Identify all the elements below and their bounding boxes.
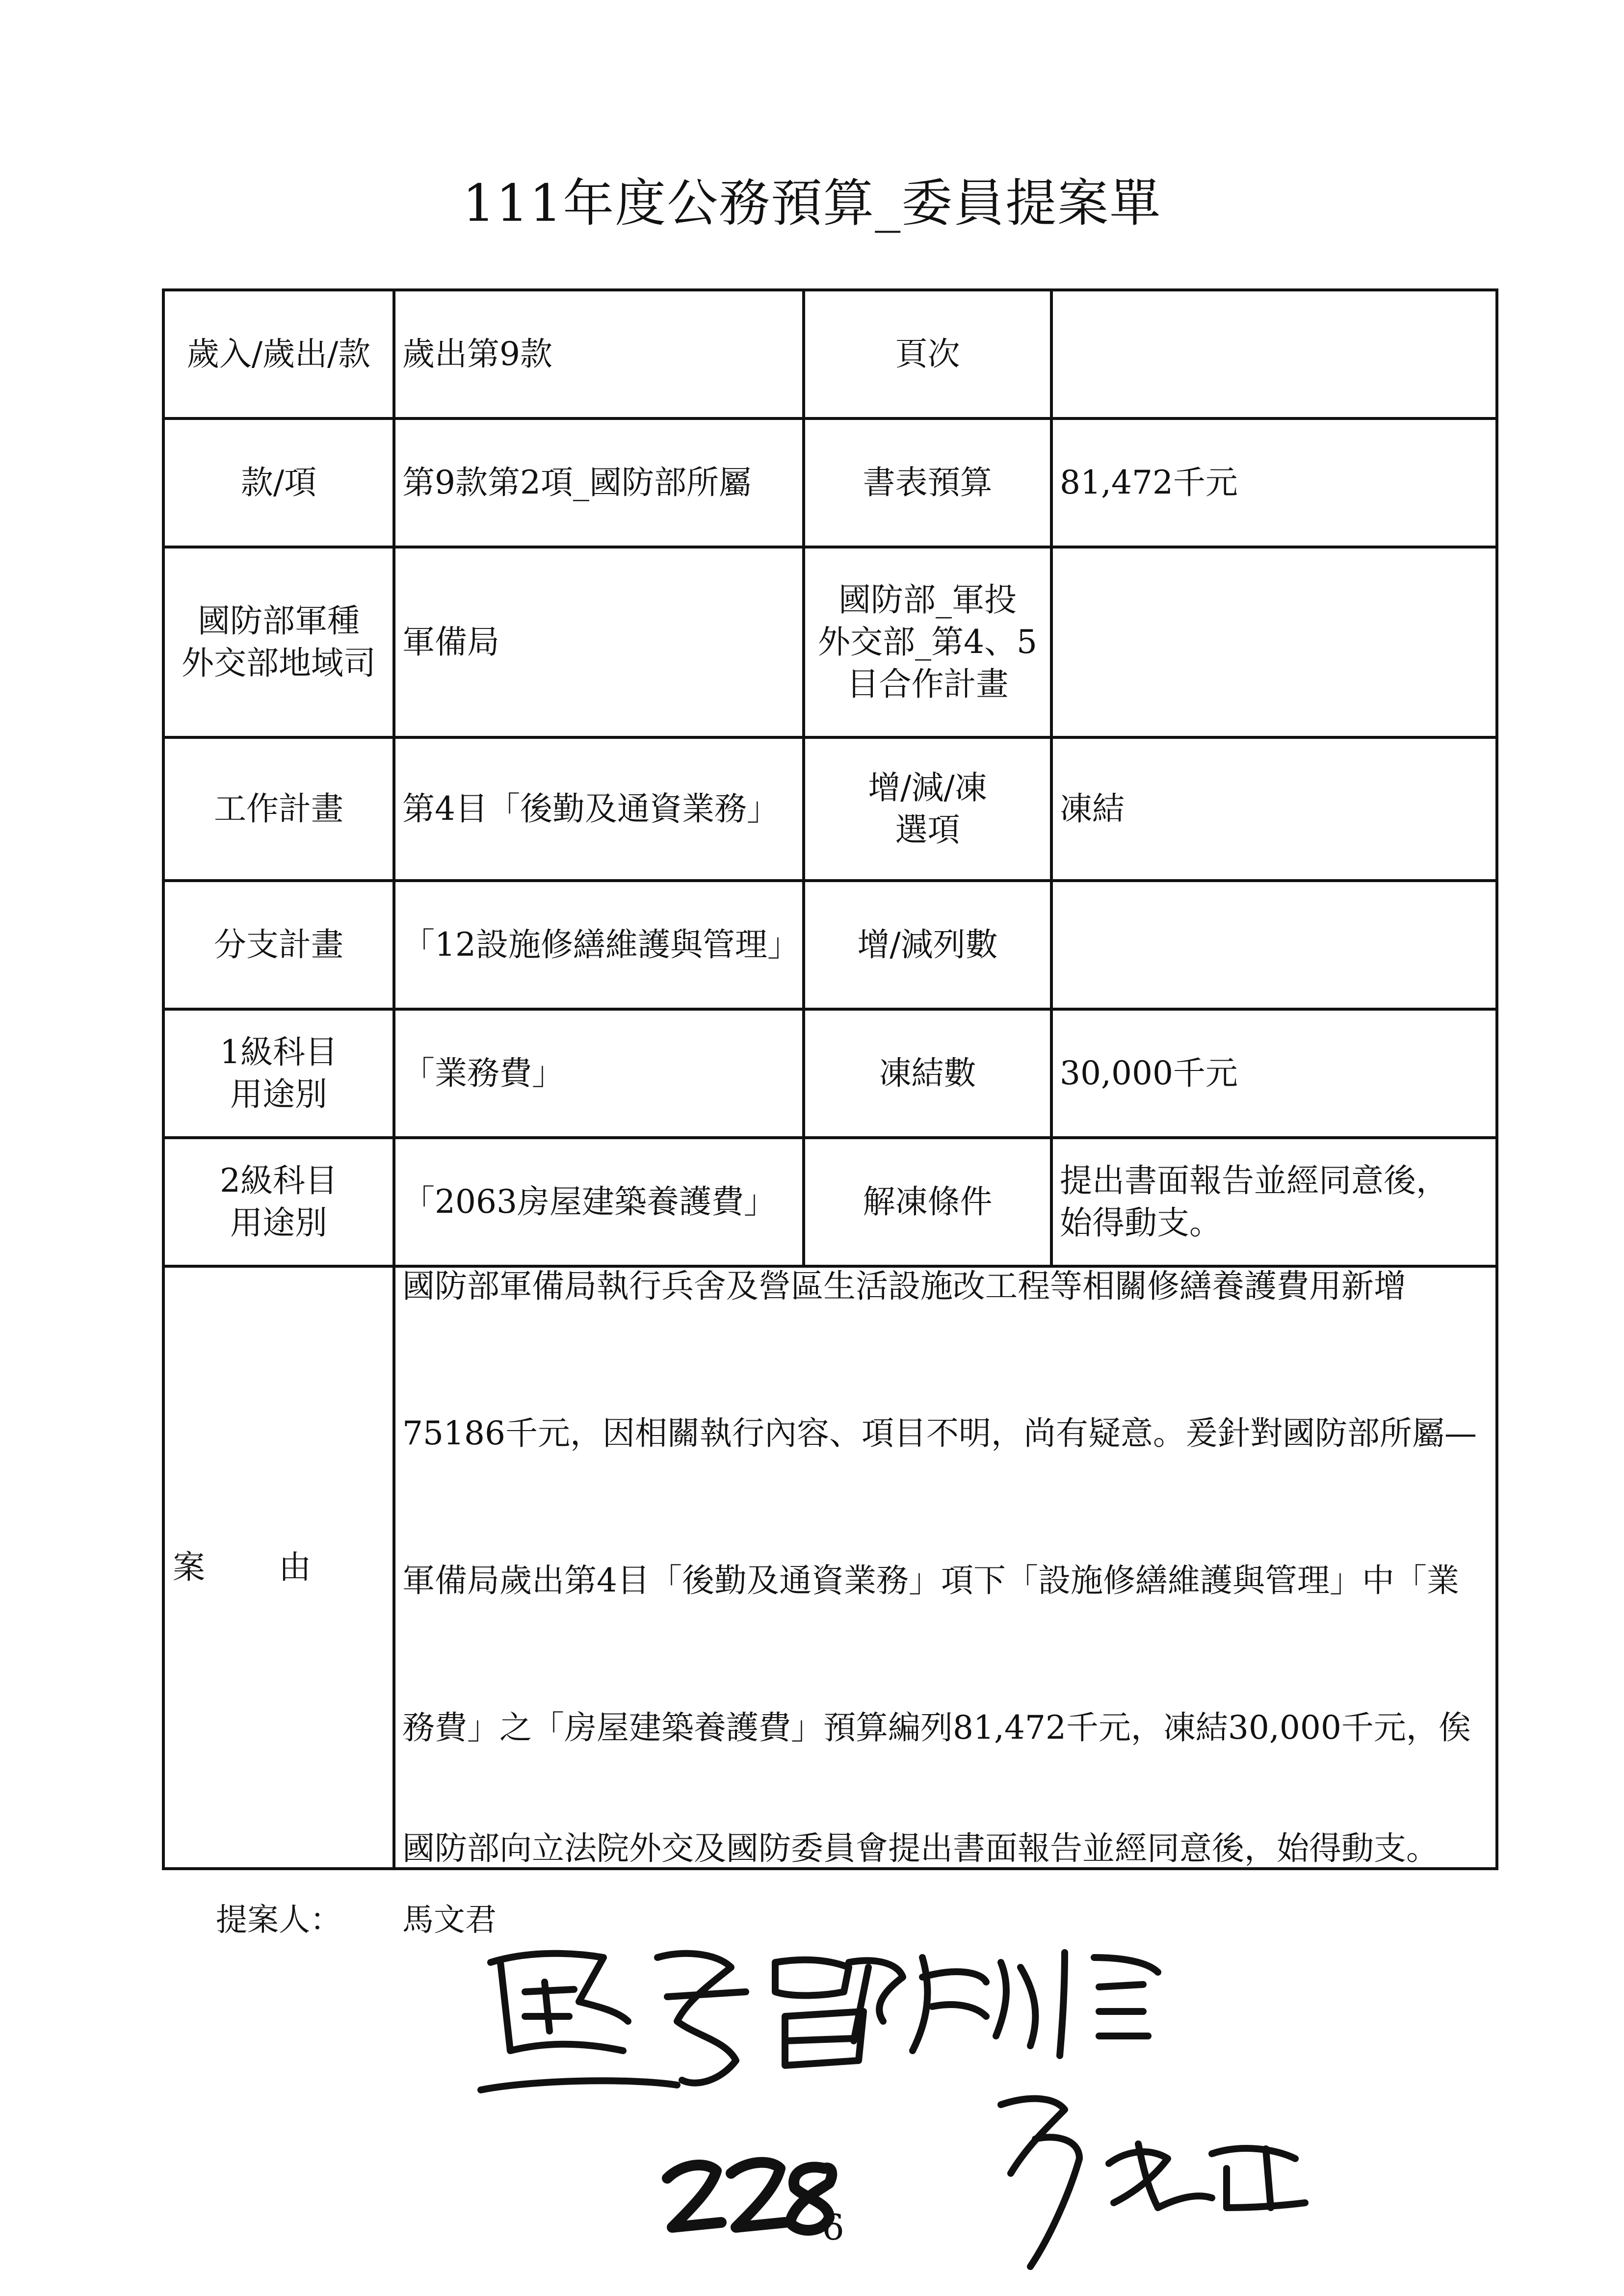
label-cell: 凍結數: [804, 1009, 1051, 1138]
table-row: [163, 1009, 1497, 1138]
label-cell: [163, 1009, 394, 1138]
table-row: [163, 881, 1497, 1009]
value-cell: 第9款第2項_國防部所屬: [394, 418, 804, 547]
label-line: 用途別: [230, 1075, 327, 1113]
proposer-label: 提案人：: [216, 1902, 341, 1938]
reason-line: 務費」之「房屋建築養護費」預算編列81,472千元，凍結30,000千元，俟: [402, 1709, 1471, 1747]
reason-row: [163, 1266, 1497, 1869]
label-cell: 工作計畫: [163, 737, 394, 881]
label-cell: 解凍條件: [804, 1138, 1051, 1266]
table-row: [163, 290, 1497, 418]
table-row: [163, 418, 1497, 547]
label-line: 1級科目: [220, 1033, 338, 1071]
label-cell: 增/減列數: [804, 881, 1051, 1009]
value-cell: 歲出第9款: [394, 290, 804, 418]
label-cell: [163, 547, 394, 737]
signature-2: [849, 1953, 1158, 2056]
reason-line: 國防部向立法院外交及國防委員會提出書面報告並經同意後，始得動支。: [402, 1829, 1439, 1867]
label-line: 外交部_第4、5: [818, 623, 1037, 661]
label-cell: 款/項: [163, 418, 394, 547]
handwritten-number: [667, 2163, 832, 2230]
value-cell: 凍結: [1051, 737, 1497, 881]
label-cell: 歲入/歲出/款: [163, 290, 394, 418]
value-cell: 30,000千元: [1051, 1009, 1497, 1138]
label-cell: 頁次: [804, 290, 1051, 418]
reason-line: 75186千元，因相關執行內容、項目不明，尚有疑意。爰針對國防部所屬—: [402, 1414, 1477, 1452]
signature-3: [1001, 2099, 1305, 2267]
table-row: [163, 547, 1497, 737]
label-line: 國防部軍種: [198, 602, 360, 640]
label-line: 國防部_軍投: [838, 581, 1017, 619]
label-cell: [804, 547, 1051, 737]
label-line: 2級科目: [220, 1162, 338, 1200]
proposal-form-table: [162, 288, 1498, 1870]
label-line: 增/減/凍: [868, 769, 987, 807]
reason-text: [394, 1266, 1497, 1869]
reason-line: 國防部軍備局執行兵舍及營區生活設施改工程等相關修繕養護費用新增: [402, 1267, 1406, 1305]
reason-line: 軍備局歲出第4目「後勤及通資業務」項下「設施修繕維護與管理」中「業: [402, 1562, 1459, 1599]
label-cell: [163, 1138, 394, 1266]
table-row: [163, 737, 1497, 881]
value-cell: 「12設施修繕維護與管理」: [394, 881, 804, 1009]
value-cell: [1051, 881, 1497, 1009]
signature-1: [481, 1954, 864, 2090]
value-cell: 「2063房屋建築養護費」: [394, 1138, 804, 1266]
proposer-name: 馬文君: [402, 1902, 497, 1938]
value-cell: [1051, 547, 1497, 737]
label-line: 外交部地域司: [182, 644, 376, 682]
label-cell: [804, 737, 1051, 881]
label-line: 目合作計畫: [846, 665, 1009, 703]
value-cell: [1051, 290, 1497, 418]
label-line: 選項: [895, 811, 960, 849]
table-row: [163, 1138, 1497, 1266]
label-cell: 分支計畫: [163, 881, 394, 1009]
value-cell: 81,472千元: [1051, 418, 1497, 547]
page-number: 6: [822, 2207, 844, 2248]
value-cell: [1051, 1138, 1497, 1266]
label-line: 用途別: [230, 1204, 327, 1242]
page-title: 111年度公務預算_委員提案單: [462, 173, 1162, 233]
value-cell: 軍備局: [394, 547, 804, 737]
value-line: 始得動支。: [1060, 1204, 1222, 1242]
label-cell: 書表預算: [804, 418, 1051, 547]
value-line: 提出書面報告並經同意後，: [1060, 1162, 1448, 1200]
reason-label: 案由: [163, 1266, 394, 1869]
value-cell: 「業務費」: [394, 1009, 804, 1138]
value-cell: 第4目「後勤及通資業務」: [394, 737, 804, 881]
